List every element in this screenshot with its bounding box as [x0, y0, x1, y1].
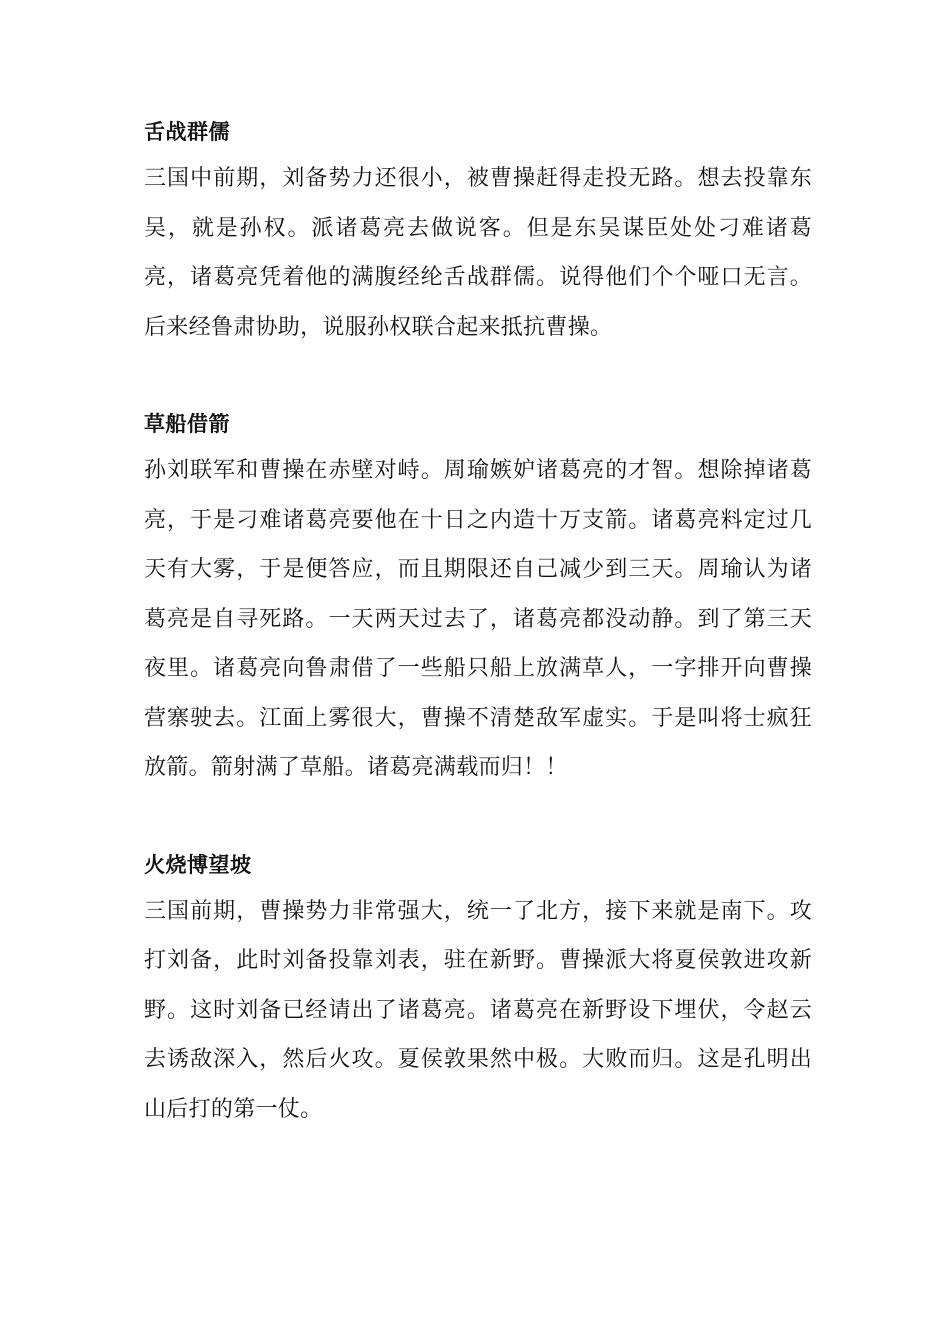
section-borrowing-arrows: [144, 404, 812, 793]
section-body: 三国前期，曹操势力非常强大，统一了北方，接下来就是南下。攻打刘备，此时刘备投靠刘表，驻在新野。曹操派大将夏侯敦进攻新野。这时刘备已经请出了诸葛亮。诸葛亮在新野设下埋伏，令赵云去诱敌深入，然后火攻。夏侯敦果然中极。大败而归。这是孔明出山后打的第一仗。: [144, 898, 812, 1122]
section-title: 舌战群儒: [144, 120, 230, 144]
section-tongue-battle: [144, 112, 812, 352]
section-spacer: [144, 352, 812, 404]
section-spacer: [144, 793, 812, 845]
section-bowang-fire: [144, 845, 812, 1135]
section-title: 草船借箭: [144, 412, 230, 436]
section-title: 火烧博望坡: [144, 852, 252, 877]
section-body: 三国中前期，刘备势力还很小，被曹操赶得走投无路。想去投靠东吴，就是孙权。派诸葛亮去做说客。但是东吴谋臣处处刁难诸葛亮，诸葛亮凭着他的满腹经纶舌战群儒。说得他们个个哑口无言。后来经鲁肃协助，说服孙权联合起来抵抗曹操。: [144, 166, 812, 340]
document-page: [144, 112, 812, 1134]
section-body: 孙刘联军和曹操在赤壁对峙。周瑜嫉妒诸葛亮的才智。想除掉诸葛亮，于是刁难诸葛亮要他在十日之内造十万支箭。诸葛亮料定过几天有大雾，于是便答应，而且期限还自己减少到三天。周瑜认为诸葛亮是自寻死路。一天两天过去了，诸葛亮都没动静。到了第三天夜里。诸葛亮向鲁肃借了一些船只船上放满草人，一字排开向曹操营寨驶去。江面上雾很大，曹操不清楚敌军虚实。于是叫将士疯狂放箭。箭射满了草船。诸葛亮满载而归！！: [144, 458, 812, 780]
